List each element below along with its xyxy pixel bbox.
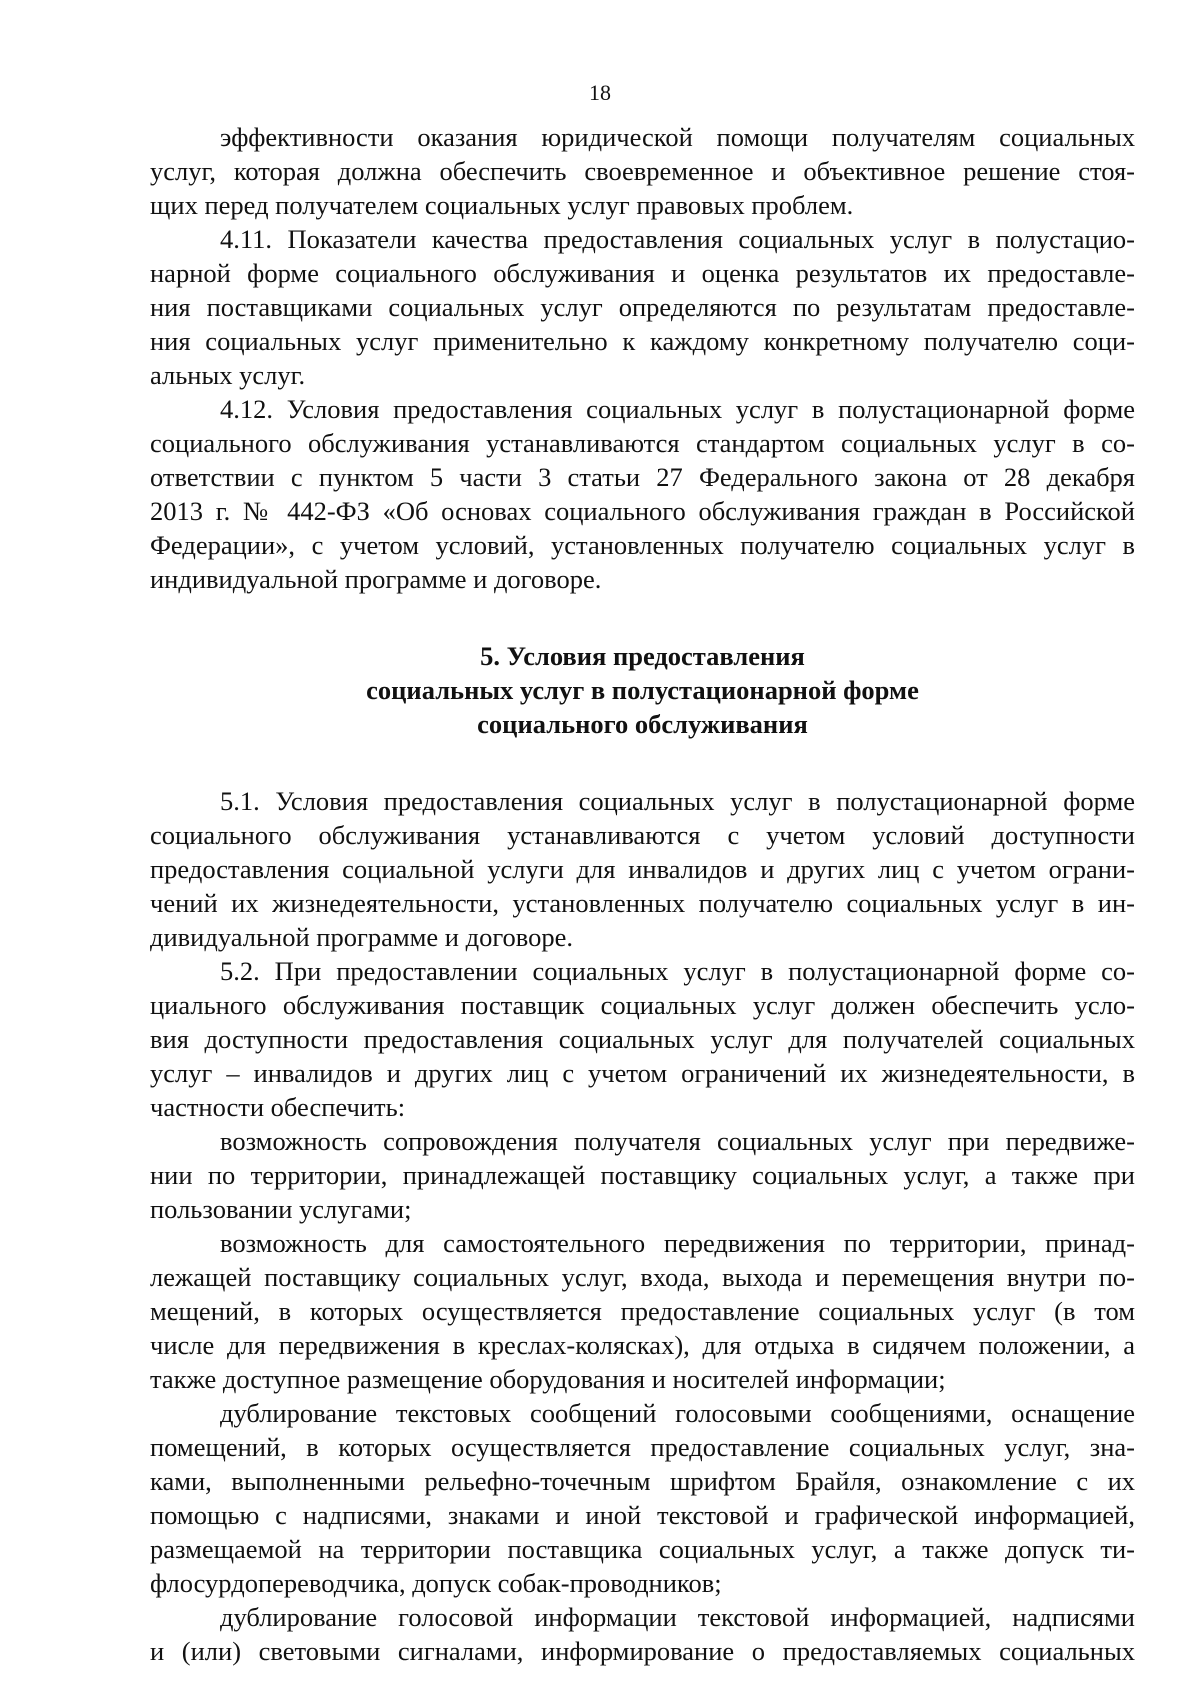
text-line: дивидуальной программе и договоре. [150,922,573,952]
text-line: чений их жизнедеятельности, установленных получателю социальных услуг в ин- [150,888,1135,918]
list-item [150,1396,1135,1600]
page-number: 18 [589,80,611,105]
text-line: нии по территории, принадлежащей поставщику социальных услуг, а также при [150,1160,1135,1190]
text-line: помощью с надписями, знаками и иной текстовой и графической информацией, [150,1500,1135,1530]
text-line: услуг, которая должна обеспечить своевременное и объективное решение стоя- [150,156,1135,186]
text-line: числе для передвижения в креслах-колясках), для отдыха в сидячем положении, а [150,1330,1135,1360]
text-line: частности обеспечить: [150,1092,406,1122]
text-line: альных услуг. [150,360,306,390]
text-line: ния поставщиками социальных услуг определяются по результатам предоставле- [150,292,1135,322]
text-line: размещаемой на территории поставщика социальных услуг, а также допуск ти- [150,1534,1135,1564]
list-item [150,1600,1135,1668]
text-line: пользовании услугами; [150,1194,412,1224]
text-line: возможность для самостоятельного передвижения по территории, принад- [220,1228,1135,1258]
paragraph-5-1 [150,784,1135,954]
paragraph-4-12 [150,392,1135,596]
text-line: помещений, в которых осуществляется предоставление социальных услуг, зна- [150,1432,1135,1462]
text-line: дублирование голосовой информации текстовой информацией, надписями [220,1602,1135,1632]
paragraph-5-2 [150,954,1135,1124]
text-line: социального обслуживания устанавливаются стандартом социальных услуг в со- [150,428,1135,458]
text-line: нарной форме социального обслуживания и оценка результатов их предоставле- [150,258,1135,288]
text-line: мещений, в которых осуществляется предоставление социальных услуг (в том [150,1296,1135,1326]
heading-line: социального обслуживания [477,709,808,739]
text-line: щих перед получателем социальных услуг правовых проблем. [150,190,854,220]
text-line: эффективности оказания юридической помощи получателям социальных [220,122,1135,152]
text-line: услуг – инвалидов и других лиц с учетом ограничений их жизнедеятельности, в [150,1058,1135,1088]
text-line: индивидуальной программе и договоре. [150,564,602,594]
text-line: вия доступности предоставления социальных услуг для получателей социальных [150,1024,1135,1054]
text-line: возможность сопровождения получателя социальных услуг при передвиже- [220,1126,1135,1156]
text-line: циального обслуживания поставщик социальных услуг должен обеспечить усло- [150,990,1135,1020]
paragraph-4-11 [150,222,1135,392]
list-item [150,1226,1135,1396]
spacer [150,741,1135,784]
document-body [150,120,1135,1668]
text-line: Федерации», с учетом условий, установленных получателю социальных услуг в [150,530,1135,560]
text-line: 2013 г. № 442-ФЗ «Об основах социального обслуживания граждан в Российской [150,496,1135,526]
text-line: 4.11. Показатели качества предоставления социальных услуг в полустацио- [220,224,1135,254]
text-line: ния социальных услуг применительно к каждому конкретному получателю соци- [150,326,1135,356]
paragraph-continuation [150,120,1135,222]
section-heading-5 [150,639,1135,741]
heading-line: 5. Условия предоставления [480,641,805,671]
text-line: 5.1. Условия предоставления социальных услуг в полустационарной форме [220,786,1135,816]
text-line: лежащей поставщику социальных услуг, входа, выхода и перемещения внутри по- [150,1262,1135,1292]
text-line: также доступное размещение оборудования и носителей информации; [150,1364,946,1394]
spacer [150,596,1135,639]
text-line: 5.2. При предоставлении социальных услуг в полустационарной форме со- [220,956,1135,986]
list-item [150,1124,1135,1226]
text-line: предоставления социальной услуги для инвалидов и других лиц с учетом ограни- [150,854,1135,884]
text-line: и (или) световыми сигналами, информирование о предоставляемых социальных [150,1636,1135,1666]
text-line: ответствии с пунктом 5 части 3 статьи 27 Федерального закона от 28 декабря [150,462,1135,492]
heading-line: социальных услуг в полустационарной форме [366,675,919,705]
text-line: флосурдопереводчика, допуск собак-проводников; [150,1568,722,1598]
text-line: социального обслуживания устанавливаются с учетом условий доступности [150,820,1135,850]
text-line: 4.12. Условия предоставления социальных услуг в полустационарной форме [220,394,1135,424]
text-line: ками, выполненными рельефно-точечным шрифтом Брайля, ознакомление с их [150,1466,1135,1496]
text-line: дублирование текстовых сообщений голосовыми сообщениями, оснащение [220,1398,1135,1428]
